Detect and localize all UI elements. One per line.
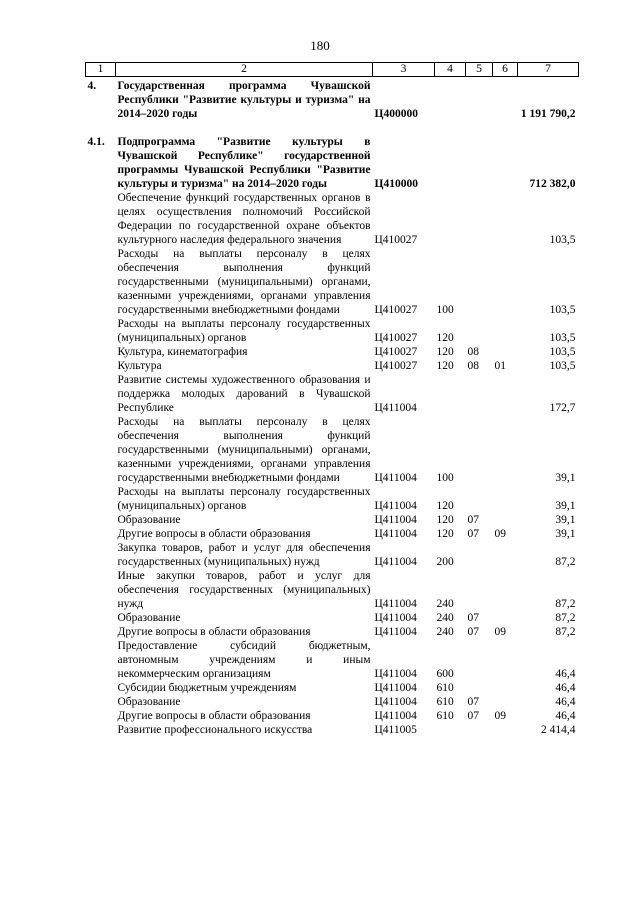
section-code — [466, 317, 493, 345]
subsection-code — [493, 695, 518, 709]
section-code: 07 — [467, 612, 479, 624]
row-number — [86, 513, 116, 527]
row-description: Образование — [117, 696, 181, 708]
table-row — [86, 415, 579, 485]
amount-value: 39,1 — [555, 528, 576, 540]
section-code: 08 — [467, 360, 479, 372]
amount-value: 103,5 — [549, 332, 576, 344]
expense-type-code: 120 — [436, 514, 454, 526]
target-article-code: Ц411004 — [374, 472, 417, 484]
target-article-code: Ц410027 — [374, 332, 418, 344]
column-header: 6 — [493, 63, 518, 77]
table-row — [86, 513, 579, 527]
expense-type-code: 120 — [436, 346, 454, 358]
expense-type-code: 100 — [436, 472, 454, 484]
target-article-code: Ц410000 — [374, 178, 418, 190]
table-row — [86, 695, 579, 709]
row-number — [86, 191, 116, 247]
subsection-code — [493, 373, 518, 415]
row-description: Расходы на выплаты персоналу государственных (муниципальных) органов — [117, 318, 371, 344]
table-row — [86, 373, 579, 415]
column-header: 7 — [518, 63, 579, 77]
amount-value: 46,4 — [555, 682, 576, 694]
target-article-code: Ц410027 — [374, 360, 418, 372]
row-number — [86, 709, 116, 723]
row-description: Культура, кинематография — [117, 346, 248, 358]
column-header: 2 — [116, 63, 373, 77]
row-description: Другие вопросы в области образования — [117, 710, 311, 722]
subsection-code — [493, 345, 518, 359]
row-number — [86, 527, 116, 541]
expense-type-code: 120 — [436, 528, 454, 540]
row-number — [86, 359, 116, 373]
target-article-code: Ц411004 — [374, 626, 417, 638]
amount-value: 87,2 — [555, 556, 576, 568]
row-description: Расходы на выплаты персоналу государственных (муниципальных) органов — [117, 486, 371, 512]
target-article-code: Ц411004 — [374, 402, 417, 414]
row-description: Развитие системы художественного образования и поддержка молодых дарований в Чувашской Республике — [117, 374, 371, 414]
expense-type-code — [435, 135, 466, 191]
section-code: 07 — [467, 514, 479, 526]
row-number — [86, 569, 116, 611]
table-body — [86, 77, 579, 738]
column-header: 4 — [435, 63, 466, 77]
row-description: Культура — [117, 360, 162, 372]
target-article-code: Ц410027 — [374, 346, 418, 358]
column-header: 1 — [86, 63, 116, 77]
subsection-code: 09 — [494, 626, 506, 638]
section-code — [466, 191, 493, 247]
expense-type-code: 240 — [436, 626, 454, 638]
row-number — [86, 625, 116, 639]
section-code: 07 — [467, 626, 479, 638]
target-article-code: Ц410027 — [374, 234, 418, 246]
row-description: Расходы на выплаты персоналу в целях обеспечения выполнения функций государственными (муниципальными) органами, казенными учреждениями, органами управления государственными внебюджетными фондами — [117, 248, 371, 316]
budget-table — [85, 62, 579, 737]
table-row — [86, 485, 579, 513]
amount-value: 87,2 — [555, 612, 576, 624]
table-row — [86, 359, 579, 373]
subsection-code: 09 — [494, 710, 506, 722]
section-code — [466, 541, 493, 569]
expense-type-code: 120 — [436, 332, 454, 344]
expense-type-code: 100 — [436, 304, 454, 316]
amount-value: 103,5 — [549, 360, 576, 372]
table-row — [86, 527, 579, 541]
expense-type-code: 200 — [436, 556, 454, 568]
subsection-code: 09 — [494, 528, 506, 540]
row-number — [86, 639, 116, 681]
expense-type-code — [435, 373, 466, 415]
section-code — [466, 569, 493, 611]
subsection-code — [493, 317, 518, 345]
target-article-code: Ц411004 — [374, 500, 417, 512]
amount-value: 2 414,4 — [541, 724, 576, 736]
target-article-code: Ц411004 — [374, 668, 417, 680]
row-description: Другие вопросы в области образования — [117, 528, 311, 540]
target-article-code: Ц411004 — [374, 556, 417, 568]
target-article-code: Ц411004 — [374, 514, 417, 526]
row-number — [86, 485, 116, 513]
amount-value: 39,1 — [555, 500, 576, 512]
section-code — [466, 135, 493, 191]
section-code — [466, 485, 493, 513]
table-row — [86, 191, 579, 247]
section-code — [466, 415, 493, 485]
row-description: Иные закупки товаров, работ и услуг для обеспечения государственных (муниципальных) нужд — [117, 570, 371, 610]
subsection-code — [493, 723, 518, 737]
row-number — [86, 415, 116, 485]
amount-value: 87,2 — [555, 598, 576, 610]
subsection-code — [493, 77, 518, 136]
row-description: Закупка товаров, работ и услуг для обеспечения государственных (муниципальных) нужд — [117, 542, 371, 568]
table-row — [86, 135, 579, 191]
section-code — [466, 723, 493, 737]
table-row — [86, 569, 579, 611]
target-article-code: Ц411004 — [374, 710, 417, 722]
expense-type-code — [435, 191, 466, 247]
row-number — [86, 247, 116, 317]
row-description: Расходы на выплаты персоналу в целях обеспечения выполнения функций государственными (муниципальными) органами, казенными учреждениями, органами управления государственными внебюджетными фондами — [117, 416, 371, 484]
row-description: Образование — [117, 612, 181, 624]
target-article-code: Ц410027 — [374, 304, 418, 316]
row-description: Предоставление субсидий бюджетным, автономным учреждениям и иным некоммерческим организациям — [117, 640, 371, 680]
target-article-code: Ц411004 — [374, 598, 417, 610]
section-code: 07 — [467, 710, 479, 722]
row-description: Развитие профессионального искусства — [117, 724, 313, 736]
row-description: Другие вопросы в области образования — [117, 626, 311, 638]
target-article-code: Ц411004 — [374, 528, 417, 540]
target-article-code: Ц411004 — [374, 696, 417, 708]
section-code — [466, 247, 493, 317]
amount-value: 39,1 — [555, 472, 576, 484]
amount-value: 46,4 — [555, 668, 576, 680]
amount-value: 712 382,0 — [529, 178, 576, 190]
section-code: 07 — [467, 696, 479, 708]
subsection-code — [493, 513, 518, 527]
row-description: Обеспечение функций государственных органов в целях осуществления полномочий Российской Федерации по государственной охране объектов культурного наследия федерального значения — [117, 192, 371, 246]
table-row — [86, 639, 579, 681]
table-row — [86, 77, 579, 136]
target-article-code: Ц400000 — [374, 108, 418, 120]
row-number — [86, 681, 116, 695]
section-code — [466, 77, 493, 136]
expense-type-code — [435, 723, 466, 737]
column-header: 5 — [466, 63, 493, 77]
table-row — [86, 247, 579, 317]
subsection-code — [493, 415, 518, 485]
amount-value: 46,4 — [555, 696, 576, 708]
expense-type-code: 610 — [436, 710, 454, 722]
row-number: 4. — [87, 80, 97, 92]
expense-type-code: 610 — [436, 682, 454, 694]
subsection-code — [493, 639, 518, 681]
expense-type-code: 240 — [436, 598, 454, 610]
row-number: 4.1. — [87, 136, 105, 148]
subsection-code — [493, 681, 518, 695]
row-description: Образование — [117, 514, 181, 526]
row-number — [86, 695, 116, 709]
row-number — [86, 723, 116, 737]
subsection-code — [493, 611, 518, 625]
row-description: Государственная программа Чувашской Республики "Развитие культуры и туризма" на 2014–2020 годы — [117, 80, 371, 120]
row-number — [86, 345, 116, 359]
amount-value: 46,4 — [555, 710, 576, 722]
expense-type-code: 240 — [436, 612, 454, 624]
table-row — [86, 681, 579, 695]
subsection-code — [493, 247, 518, 317]
amount-value: 103,5 — [549, 234, 576, 246]
table-row — [86, 541, 579, 569]
expense-type-code: 610 — [436, 696, 454, 708]
subsection-code — [493, 135, 518, 191]
row-number — [86, 373, 116, 415]
row-description: Субсидии бюджетным учреждениям — [117, 682, 297, 694]
amount-value: 103,5 — [549, 304, 576, 316]
row-number — [86, 317, 116, 345]
expense-type-code: 600 — [436, 668, 454, 680]
column-header: 3 — [373, 63, 435, 77]
subsection-code — [493, 485, 518, 513]
column-number-row — [86, 63, 579, 77]
table-row — [86, 317, 579, 345]
amount-value: 87,2 — [555, 626, 576, 638]
page-number: 180 — [310, 38, 330, 53]
expense-type-code — [435, 77, 466, 136]
subsection-code: 01 — [494, 360, 506, 372]
amount-value: 172,7 — [549, 402, 576, 414]
target-article-code: Ц411005 — [374, 724, 417, 736]
table-row — [86, 723, 579, 737]
target-article-code: Ц411004 — [374, 612, 417, 624]
subsection-code — [493, 541, 518, 569]
section-code — [466, 373, 493, 415]
row-number — [86, 611, 116, 625]
section-code: 07 — [467, 528, 479, 540]
expense-type-code: 120 — [436, 360, 454, 372]
amount-value: 103,5 — [549, 346, 576, 358]
section-code — [466, 639, 493, 681]
section-code — [466, 681, 493, 695]
section-code: 08 — [467, 346, 479, 358]
target-article-code: Ц411004 — [374, 682, 417, 694]
table-row — [86, 625, 579, 639]
subsection-code — [493, 569, 518, 611]
expense-type-code: 120 — [436, 500, 454, 512]
table-row — [86, 611, 579, 625]
subsection-code — [493, 191, 518, 247]
row-description: Подпрограмма "Развитие культуры в Чувашской Республике" государственной программы Чувашской Республики "Развитие культуры и туризма" на 2014–2020 годы — [117, 136, 371, 190]
amount-value: 39,1 — [555, 514, 576, 526]
row-number — [86, 541, 116, 569]
table-row — [86, 709, 579, 723]
amount-value: 1 191 790,2 — [520, 108, 576, 120]
table-row — [86, 345, 579, 359]
